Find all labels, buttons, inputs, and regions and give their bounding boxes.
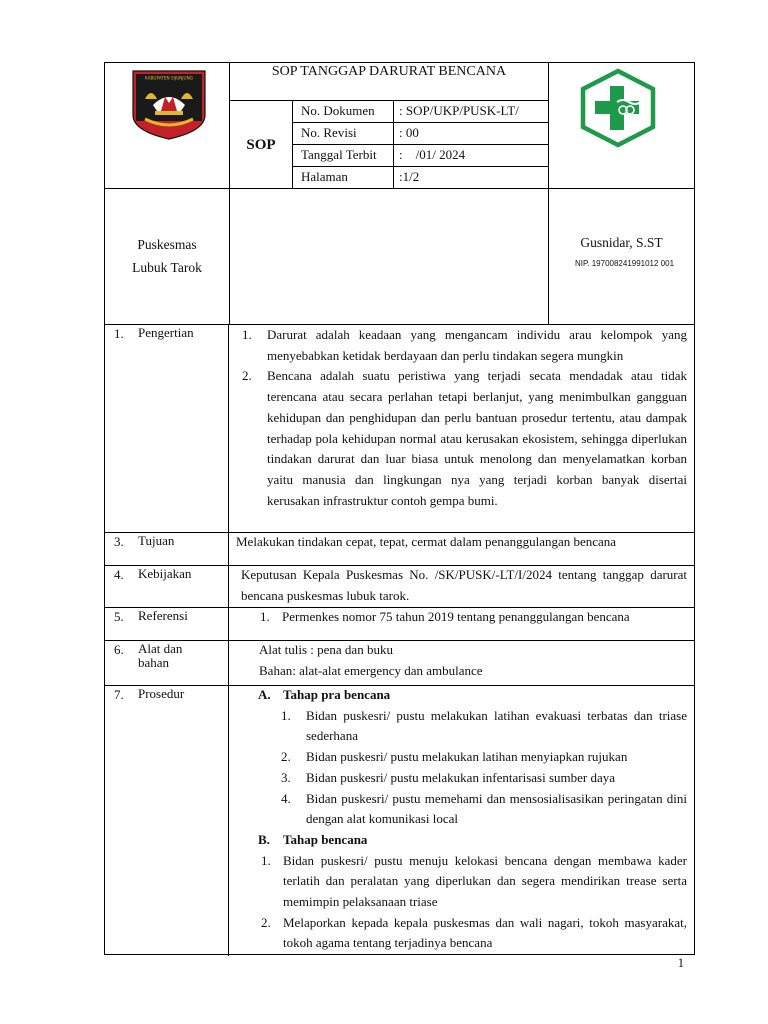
- section-body: Keputusan Kepala Puskesmas No. /SK/PUSK/-LT/I/2024 tentang tanggap darurat bencana puskesmas lubuk tarok.: [241, 567, 687, 603]
- section-body: [230, 607, 694, 628]
- section-label: Alat dan bahan: [138, 641, 183, 670]
- document-header: [105, 63, 694, 189]
- section-tujuan: [105, 533, 694, 566]
- signer-nip: NIP. 197008241991012 001: [574, 259, 675, 268]
- section-prosedur: [105, 686, 694, 956]
- section-number: 7.: [114, 687, 124, 702]
- document-title: SOP TANGGAP DARURAT BENCANA: [230, 63, 548, 101]
- org-line-2: Lubuk Tarok: [132, 260, 202, 275]
- section-referensi: [105, 608, 694, 641]
- meta-row-issue-date: [292, 145, 548, 167]
- puskesmas-logo: [577, 68, 659, 148]
- meta-key: No. Dokumen: [301, 103, 375, 118]
- meta-key: No. Revisi: [301, 125, 357, 140]
- list-item: 3. Bidan puskesri/ pustu melakukan infentarisasi sumber daya: [281, 769, 616, 785]
- meta-value: : SOP/UKP/PUSK-LT/: [399, 103, 519, 118]
- regency-seal-logo: [131, 69, 207, 141]
- page-number: 1: [677, 956, 684, 970]
- section-label: Tujuan: [138, 533, 175, 548]
- meta-row-revision: [292, 123, 548, 145]
- seal-lettering: KABUPATEN SIJUNJUNG: [145, 75, 193, 81]
- list-item: 2. Melaporkan kepada kepala puskesmas dan wali nagari, tokoh masyarakat, tokoh agama tentang terjadinya bencana: [261, 914, 687, 951]
- section-body: [230, 685, 694, 954]
- meta-value: :1/2: [399, 169, 420, 184]
- section-label: Pengertian: [138, 325, 194, 340]
- section-kebijakan: [105, 566, 694, 608]
- section-number: 5.: [114, 609, 124, 624]
- section-number: 1.: [114, 326, 124, 341]
- section-body: [230, 325, 694, 511]
- meta-value: : /01/ 2024: [399, 147, 466, 162]
- signature-block: [105, 189, 694, 325]
- section-pengertian: [105, 325, 694, 533]
- section-alat-bahan: [105, 641, 694, 686]
- subsection-heading-a: A. Tahap pra bencana: [258, 687, 391, 702]
- list-item: 1. Darurat adalah keadaan yang mengancam individu arau kelompok yang menyebabkan ketidak berdayaan dan perlu tindakan segera mungkin: [242, 327, 687, 363]
- list-item: 1. Bidan puskesri/ pustu menuju kelokasi bencana dengan membawa kader terlatih dan peralatan yang diperlukan dan segera mendirikan trease serta memimpin pelaksanaan triase: [261, 852, 687, 910]
- list-item: 1. Bidan puskesri/ pustu melakukan latihan evakuasi terbatas dan triase sederhana: [281, 707, 687, 744]
- list-item: 2. Bidan puskesri/ pustu melakukan latihan menyiapkan rujukan: [281, 749, 628, 765]
- meta-row-page: [292, 167, 548, 189]
- section-number: 4.: [114, 567, 124, 582]
- sop-label: SOP: [246, 136, 276, 153]
- section-label: Kebijakan: [138, 566, 192, 581]
- section-label: Referensi: [138, 608, 188, 623]
- list-item: 2. Bencana adalah suatu peristiwa yang terjadi secata mendadak atau tidak terencana atau secara perlahan tetapi berlanjut, yang menimbulkan gangguan kehidupan dan penghidupan dan perlu bantuan prosedur tertentu, atau dampak terhadap pola kehidupan normal atau kerusakan ekosistem, sehingga diperlukan tindakan darurat dan luar biasa untuk menolong dan menyelamatkan korban yaitu manusia dan lingkungan nya yang terjadi korban banyak disertai kerusakan infrastruktur contoh gempa bumi.: [242, 368, 687, 508]
- meta-value: : 00: [399, 125, 419, 140]
- meta-row-document-number: [292, 101, 548, 123]
- section-label: Prosedur: [138, 686, 185, 701]
- sop-document: [104, 62, 695, 955]
- section-body: Alat tulis : pena dan buku Bahan: alat-alat emergency dan ambulance: [259, 642, 483, 678]
- meta-key: Halaman: [301, 169, 348, 184]
- document-meta-table: [292, 101, 548, 189]
- meta-key: Tanggal Terbit: [301, 147, 377, 162]
- section-number: 6.: [114, 642, 124, 657]
- section-number: 3.: [114, 534, 124, 549]
- subsection-heading-b: B. Tahap bencana: [258, 831, 368, 847]
- list-item: 4. Bidan puskesri/ pustu memehami dan mensosialisasikan peringatan dini dengan alat komunikasi local: [281, 790, 687, 827]
- signer-name: Gusnidar, S.ST: [580, 235, 663, 250]
- organization-name: [105, 233, 229, 279]
- list-item: 1. Permenkes nomor 75 tahun 2019 tentang penanggulangan bencana: [260, 609, 630, 624]
- org-line-1: Puskesmas: [137, 237, 197, 252]
- section-body: Melakukan tindakan cepat, tepat, cermat dalam penanggulangan bencana: [236, 534, 617, 549]
